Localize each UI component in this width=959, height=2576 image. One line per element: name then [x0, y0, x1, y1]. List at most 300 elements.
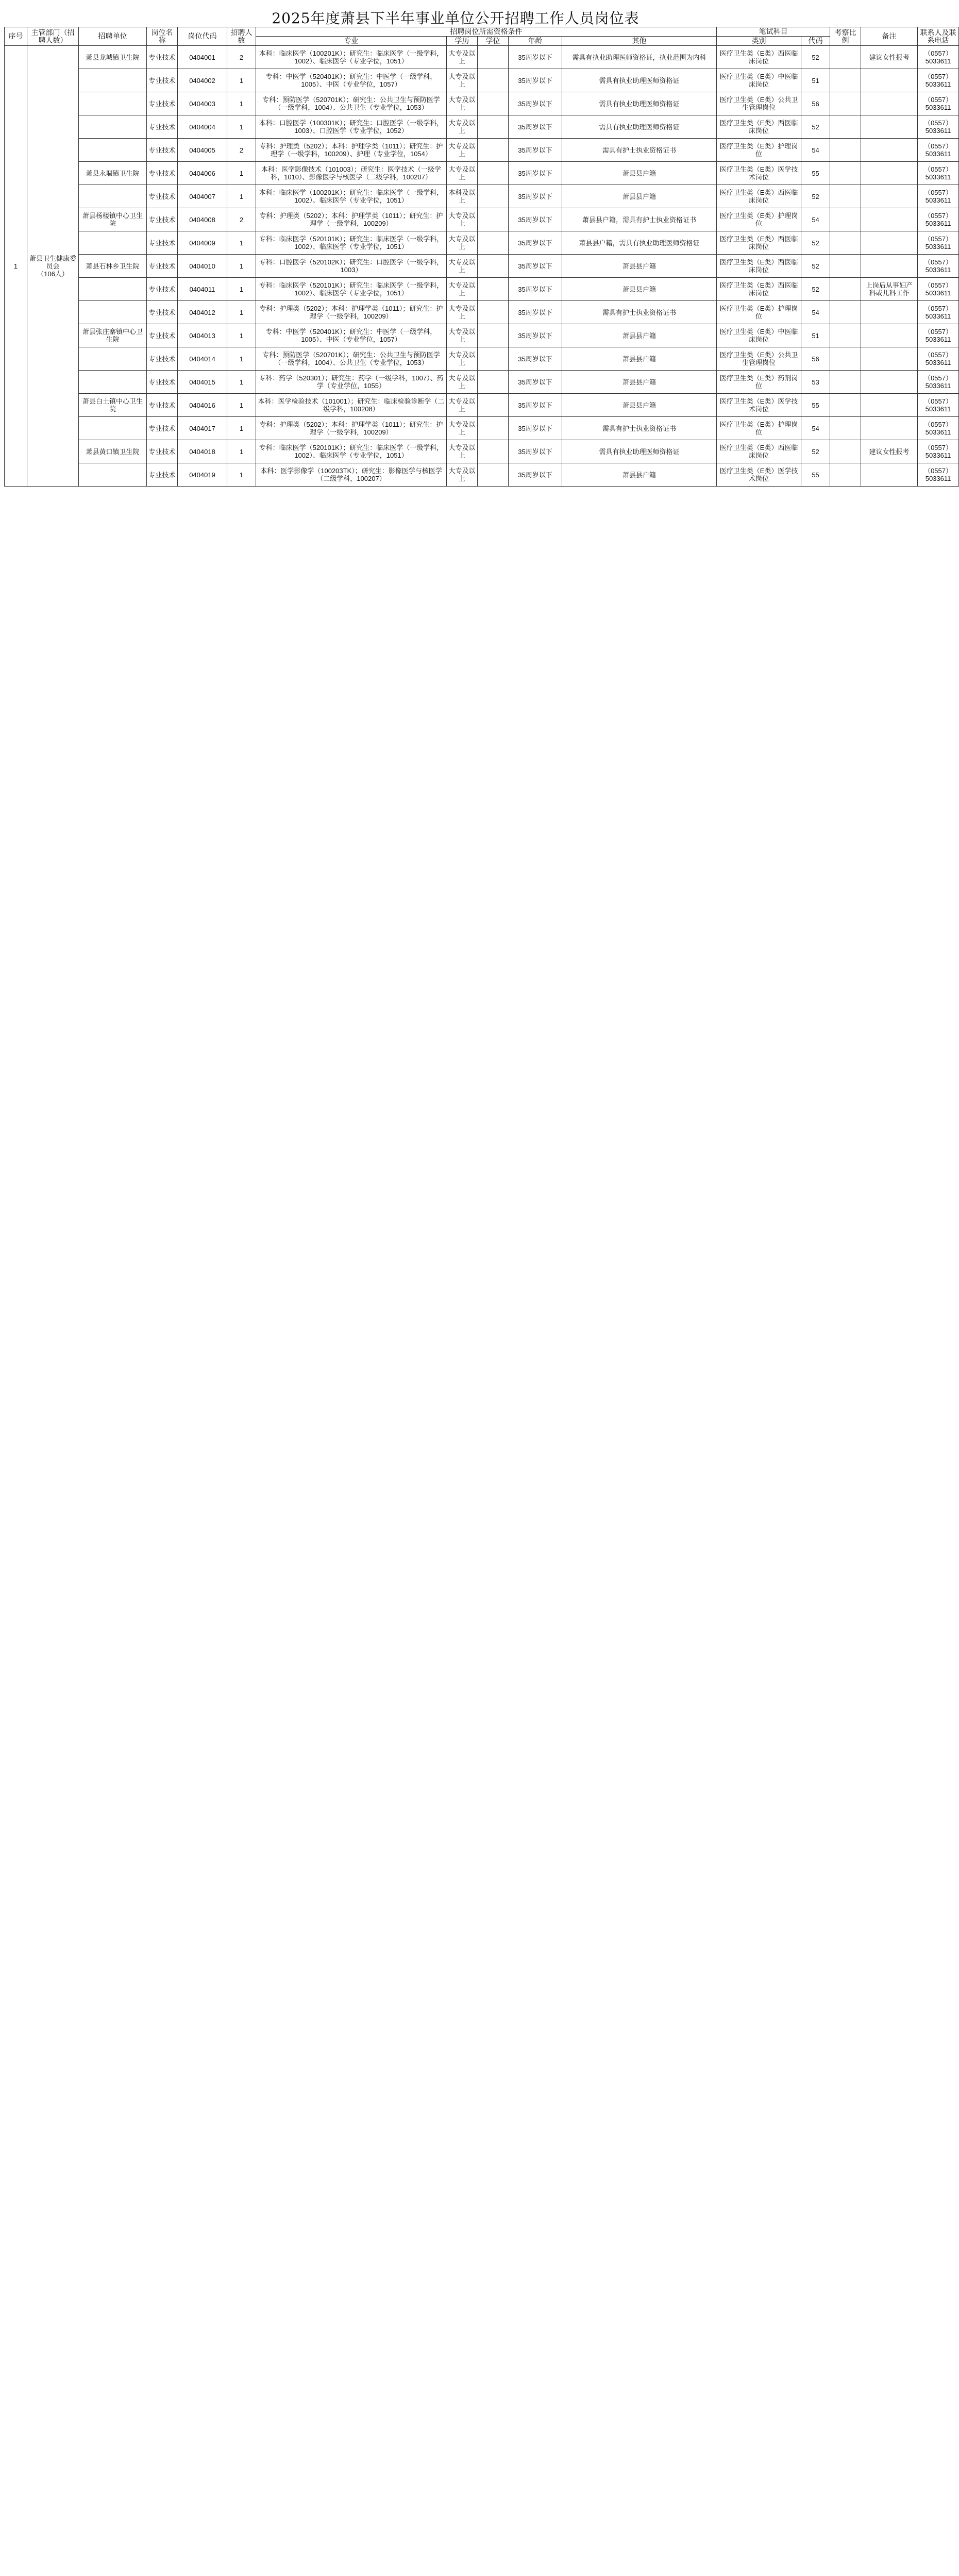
row-edu: 大专及以上	[447, 463, 478, 487]
row-count: 2	[227, 139, 256, 162]
row-other: 萧县县户籍	[562, 185, 717, 208]
row-code: 0404006	[178, 162, 227, 185]
row-phone: （0557）5033611	[918, 440, 959, 463]
table-row	[5, 440, 959, 463]
row-edu: 大专及以上	[447, 46, 478, 69]
table-row	[5, 417, 959, 440]
table-row	[5, 185, 959, 208]
row-post: 专业技术	[147, 92, 178, 115]
row-major: 专科：中医学（520401K）；研究生：中医学（一级学科，1005）、中医（专业学位，1057）	[256, 324, 447, 347]
row-phone: （0557）5033611	[918, 347, 959, 371]
job-table	[4, 27, 959, 487]
row-remark	[861, 394, 918, 417]
row-edu: 大专及以上	[447, 92, 478, 115]
row-exam-type: 医疗卫生类（E类）西医临床岗位	[717, 46, 801, 69]
row-ratio	[830, 463, 861, 487]
header-exam-code: 代码	[801, 37, 830, 46]
row-count: 1	[227, 371, 256, 394]
row-degree	[478, 255, 509, 278]
header-phone: 联系人及联系电话	[918, 27, 959, 46]
row-post: 专业技术	[147, 69, 178, 92]
row-major: 专科：临床医学（520101K）；研究生：临床医学（一级学科，1002）、临床医学（专业学位，1051）	[256, 278, 447, 301]
row-phone: （0557）5033611	[918, 139, 959, 162]
row-post: 专业技术	[147, 278, 178, 301]
row-exam-code: 52	[801, 46, 830, 69]
header-ratio: 考察比例	[830, 27, 861, 46]
row-major: 专科：临床医学（520101K）；研究生：临床医学（一级学科，1002）、临床医学（专业学位，1051）	[256, 440, 447, 463]
row-unit	[79, 278, 147, 301]
row-age: 35周岁以下	[509, 371, 562, 394]
row-remark: 上岗后从事妇产科或儿科工作	[861, 278, 918, 301]
row-count: 1	[227, 324, 256, 347]
row-age: 35周岁以下	[509, 440, 562, 463]
row-major: 本科：医学影像学（100203TK）；研究生：影像医学与核医学（二级学科，100207）	[256, 463, 447, 487]
dept-total: （106人）	[37, 270, 69, 278]
row-count: 1	[227, 185, 256, 208]
row-exam-type: 医疗卫生类（E类）药剂岗位	[717, 371, 801, 394]
row-exam-code: 51	[801, 69, 830, 92]
row-edu: 大专及以上	[447, 208, 478, 231]
row-ratio	[830, 69, 861, 92]
row-edu: 大专及以上	[447, 162, 478, 185]
row-other: 萧县县户籍	[562, 347, 717, 371]
header-major: 专业	[256, 37, 447, 46]
row-major: 专科：中医学（520401K）；研究生：中医学（一级学科，1005）、中医（专业学位，1057）	[256, 69, 447, 92]
row-edu: 大专及以上	[447, 69, 478, 92]
row-ratio	[830, 371, 861, 394]
table-row	[5, 278, 959, 301]
row-post: 专业技术	[147, 394, 178, 417]
row-age: 35周岁以下	[509, 255, 562, 278]
row-major: 专科：护理类（5202）；本科：护理学类（1011）；研究生：护理学（一级学科，100209）	[256, 417, 447, 440]
header-exam-type: 类别	[717, 37, 801, 46]
table-row	[5, 255, 959, 278]
row-remark: 建议女性报考	[861, 46, 918, 69]
row-code: 0404003	[178, 92, 227, 115]
row-exam-code: 53	[801, 371, 830, 394]
row-age: 35周岁以下	[509, 208, 562, 231]
header-exam: 笔试科目	[717, 27, 830, 37]
header-count: 招聘人数	[227, 27, 256, 46]
row-degree	[478, 417, 509, 440]
row-degree	[478, 185, 509, 208]
row-other: 需具有护士执业资格证书	[562, 139, 717, 162]
row-ratio	[830, 162, 861, 185]
row-other: 萧县县户籍	[562, 278, 717, 301]
row-major: 专科：预防医学（520701K）；研究生：公共卫生与预防医学（一级学科，1004）、公共卫生（专业学位，1053）	[256, 92, 447, 115]
row-phone: （0557）5033611	[918, 255, 959, 278]
row-remark	[861, 92, 918, 115]
row-age: 35周岁以下	[509, 278, 562, 301]
row-count: 1	[227, 394, 256, 417]
row-ratio	[830, 394, 861, 417]
row-code: 0404009	[178, 231, 227, 255]
row-remark	[861, 162, 918, 185]
header-conditions: 招聘岗位所需资格条件	[256, 27, 717, 37]
row-ratio	[830, 440, 861, 463]
row-unit	[79, 115, 147, 139]
row-exam-code: 52	[801, 115, 830, 139]
row-count: 1	[227, 463, 256, 487]
row-edu: 大专及以上	[447, 278, 478, 301]
row-edu: 大专及以上	[447, 440, 478, 463]
row-age: 35周岁以下	[509, 139, 562, 162]
table-row	[5, 231, 959, 255]
row-degree	[478, 301, 509, 324]
table-row	[5, 463, 959, 487]
row-post: 专业技术	[147, 185, 178, 208]
row-remark	[861, 347, 918, 371]
row-post: 专业技术	[147, 46, 178, 69]
row-remark	[861, 139, 918, 162]
row-age: 35周岁以下	[509, 301, 562, 324]
row-exam-type: 医疗卫生类（E类）公共卫生管理岗位	[717, 92, 801, 115]
row-ratio	[830, 92, 861, 115]
row-other: 萧县县户籍	[562, 394, 717, 417]
row-unit	[79, 417, 147, 440]
row-phone: （0557）5033611	[918, 92, 959, 115]
row-exam-type: 医疗卫生类（E类）护理岗位	[717, 139, 801, 162]
row-degree	[478, 371, 509, 394]
row-exam-type: 医疗卫生类（E类）西医临床岗位	[717, 440, 801, 463]
row-exam-code: 55	[801, 162, 830, 185]
row-count: 1	[227, 301, 256, 324]
row-other: 需具有执业助理医师资格证，执业范围为内科	[562, 46, 717, 69]
row-other: 萧县县户籍	[562, 463, 717, 487]
row-post: 专业技术	[147, 115, 178, 139]
row-age: 35周岁以下	[509, 347, 562, 371]
row-age: 35周岁以下	[509, 92, 562, 115]
row-count: 1	[227, 347, 256, 371]
table-row	[5, 46, 959, 69]
row-unit: 萧县杨楼镇中心卫生院	[79, 208, 147, 231]
row-exam-type: 医疗卫生类（E类）西医临床岗位	[717, 255, 801, 278]
row-other: 萧县县户籍，需具有执业助理医师资格证	[562, 231, 717, 255]
row-ratio	[830, 301, 861, 324]
row-edu: 大专及以上	[447, 417, 478, 440]
row-phone: （0557）5033611	[918, 417, 959, 440]
row-post: 专业技术	[147, 324, 178, 347]
row-post: 专业技术	[147, 301, 178, 324]
row-edu: 大专及以上	[447, 324, 478, 347]
row-major: 本科：口腔医学（100301K）；研究生：口腔医学（一级学科，1003）、口腔医学（专业学位，1052）	[256, 115, 447, 139]
row-exam-type: 医疗卫生类（E类）医学技术岗位	[717, 162, 801, 185]
row-count: 1	[227, 92, 256, 115]
row-exam-code: 52	[801, 231, 830, 255]
row-other: 萧县县户籍	[562, 255, 717, 278]
row-age: 35周岁以下	[509, 417, 562, 440]
row-unit	[79, 463, 147, 487]
table-row	[5, 115, 959, 139]
row-exam-type: 医疗卫生类（E类）护理岗位	[717, 208, 801, 231]
row-remark	[861, 417, 918, 440]
row-post: 专业技术	[147, 139, 178, 162]
page-title: 2025年度萧县下半年事业单位公开招聘工作人员岗位表	[272, 10, 640, 27]
row-major: 本科：医学检验技术（101001）；研究生：临床检验诊断学（二级学科，100208）	[256, 394, 447, 417]
row-exam-type: 医疗卫生类（E类）公共卫生管理岗位	[717, 347, 801, 371]
row-code: 0404015	[178, 371, 227, 394]
row-age: 35周岁以下	[509, 324, 562, 347]
row-major: 专科：护理类（5202）；本科：护理学类（1011）；研究生：护理学（一级学科，100209）、护理（专业学位，1054）	[256, 139, 447, 162]
row-exam-type: 医疗卫生类（E类）护理岗位	[717, 417, 801, 440]
row-major: 本科：临床医学（100201K）；研究生：临床医学（一级学科，1002）、临床医学（专业学位，1051）	[256, 185, 447, 208]
row-code: 0404016	[178, 394, 227, 417]
row-edu: 本科及以上	[447, 185, 478, 208]
row-degree	[478, 139, 509, 162]
row-count: 1	[227, 440, 256, 463]
row-exam-code: 55	[801, 463, 830, 487]
row-code: 0404012	[178, 301, 227, 324]
row-remark	[861, 371, 918, 394]
row-major: 专科：药学（520301）；研究生：药学（一级学科，1007）、药学（专业学位，1055）	[256, 371, 447, 394]
row-other: 需具有护士执业资格证书	[562, 417, 717, 440]
row-exam-type: 医疗卫生类（E类）医学技术岗位	[717, 463, 801, 487]
row-exam-type: 医疗卫生类（E类）中医临床岗位	[717, 324, 801, 347]
row-code: 0404005	[178, 139, 227, 162]
row-ratio	[830, 324, 861, 347]
row-degree	[478, 231, 509, 255]
row-post: 专业技术	[147, 417, 178, 440]
row-phone: （0557）5033611	[918, 394, 959, 417]
row-edu: 大专及以上	[447, 301, 478, 324]
row-exam-code: 54	[801, 139, 830, 162]
row-unit: 萧县张庄寨镇中心卫生院	[79, 324, 147, 347]
header-remark: 备注	[861, 27, 918, 46]
row-remark	[861, 255, 918, 278]
row-exam-code: 52	[801, 278, 830, 301]
header-edu: 学历	[447, 37, 478, 46]
row-major: 专科：口腔医学（520102K）；研究生：口腔医学（一级学科，1003）	[256, 255, 447, 278]
row-ratio	[830, 46, 861, 69]
row-seq: 1	[5, 46, 27, 487]
row-exam-type: 医疗卫生类（E类）西医临床岗位	[717, 185, 801, 208]
row-remark	[861, 208, 918, 231]
row-edu: 大专及以上	[447, 115, 478, 139]
table-row	[5, 347, 959, 371]
row-unit	[79, 371, 147, 394]
table-row	[5, 139, 959, 162]
row-phone: （0557）5033611	[918, 185, 959, 208]
row-phone: （0557）5033611	[918, 278, 959, 301]
row-age: 35周岁以下	[509, 185, 562, 208]
row-major: 专科：临床医学（520101K）；研究生：临床医学（一级学科，1002）、临床医学（专业学位，1051）	[256, 231, 447, 255]
row-other: 萧县县户籍	[562, 324, 717, 347]
row-post: 专业技术	[147, 440, 178, 463]
row-exam-type: 医疗卫生类（E类）中医临床岗位	[717, 69, 801, 92]
row-ratio	[830, 417, 861, 440]
row-ratio	[830, 347, 861, 371]
row-unit	[79, 69, 147, 92]
row-phone: （0557）5033611	[918, 371, 959, 394]
row-unit	[79, 301, 147, 324]
row-degree	[478, 440, 509, 463]
row-exam-code: 54	[801, 301, 830, 324]
row-code: 0404018	[178, 440, 227, 463]
row-exam-type: 医疗卫生类（E类）医学技术岗位	[717, 394, 801, 417]
row-count: 2	[227, 46, 256, 69]
row-unit	[79, 139, 147, 162]
row-unit	[79, 347, 147, 371]
row-phone: （0557）5033611	[918, 301, 959, 324]
row-unit	[79, 92, 147, 115]
header-degree: 学位	[478, 37, 509, 46]
row-other: 萧县县户籍，需具有护士执业资格证书	[562, 208, 717, 231]
row-dept	[27, 46, 79, 487]
row-unit	[79, 185, 147, 208]
row-age: 35周岁以下	[509, 69, 562, 92]
row-remark	[861, 115, 918, 139]
row-phone: （0557）5033611	[918, 231, 959, 255]
dept-name: 萧县卫生健康委员会	[29, 254, 76, 270]
row-exam-code: 52	[801, 185, 830, 208]
row-phone: （0557）5033611	[918, 208, 959, 231]
row-other: 需具有护士执业资格证书	[562, 301, 717, 324]
header-age: 年龄	[509, 37, 562, 46]
table-row	[5, 324, 959, 347]
row-age: 35周岁以下	[509, 46, 562, 69]
row-exam-code: 56	[801, 92, 830, 115]
row-edu: 大专及以上	[447, 231, 478, 255]
row-code: 0404014	[178, 347, 227, 371]
row-post: 专业技术	[147, 162, 178, 185]
row-major: 本科：临床医学（100201K）；研究生：临床医学（一级学科，1002）、临床医学（专业学位，1051）	[256, 46, 447, 69]
row-phone: （0557）5033611	[918, 69, 959, 92]
row-age: 35周岁以下	[509, 162, 562, 185]
row-remark	[861, 324, 918, 347]
row-ratio	[830, 278, 861, 301]
row-post: 专业技术	[147, 255, 178, 278]
row-exam-code: 52	[801, 440, 830, 463]
row-code: 0404013	[178, 324, 227, 347]
table-row	[5, 69, 959, 92]
table-row	[5, 301, 959, 324]
table-row	[5, 371, 959, 394]
row-degree	[478, 46, 509, 69]
row-other: 需具有执业助理医师资格证	[562, 69, 717, 92]
row-count: 1	[227, 231, 256, 255]
row-count: 1	[227, 69, 256, 92]
table-row	[5, 92, 959, 115]
header-seq: 序号	[5, 27, 27, 46]
row-phone: （0557）5033611	[918, 115, 959, 139]
row-phone: （0557）5033611	[918, 46, 959, 69]
row-major: 专科：预防医学（520701K）；研究生：公共卫生与预防医学（一级学科，1004）、公共卫生（专业学位，1053）	[256, 347, 447, 371]
row-phone: （0557）5033611	[918, 324, 959, 347]
row-exam-code: 54	[801, 208, 830, 231]
table-row	[5, 162, 959, 185]
row-unit	[79, 231, 147, 255]
row-ratio	[830, 115, 861, 139]
row-code: 0404007	[178, 185, 227, 208]
row-remark	[861, 185, 918, 208]
row-degree	[478, 162, 509, 185]
row-post: 专业技术	[147, 463, 178, 487]
row-code: 0404008	[178, 208, 227, 231]
row-degree	[478, 463, 509, 487]
row-age: 35周岁以下	[509, 115, 562, 139]
row-code: 0404001	[178, 46, 227, 69]
header-dept: 主管部门（招聘人数）	[27, 27, 79, 46]
row-unit: 萧县黄口镇卫生院	[79, 440, 147, 463]
row-degree	[478, 92, 509, 115]
row-ratio	[830, 185, 861, 208]
row-count: 1	[227, 115, 256, 139]
row-degree	[478, 394, 509, 417]
row-remark	[861, 301, 918, 324]
row-other: 需具有执业助理医师资格证	[562, 92, 717, 115]
row-remark	[861, 463, 918, 487]
row-exam-code: 54	[801, 417, 830, 440]
row-ratio	[830, 208, 861, 231]
table-row	[5, 208, 959, 231]
row-exam-code: 55	[801, 394, 830, 417]
row-code: 0404011	[178, 278, 227, 301]
row-other: 需具有执业助理医师资格证	[562, 440, 717, 463]
row-edu: 大专及以上	[447, 139, 478, 162]
header-unit: 招聘单位	[79, 27, 147, 46]
row-degree	[478, 324, 509, 347]
row-other: 需具有执业助理医师资格证	[562, 115, 717, 139]
row-age: 35周岁以下	[509, 231, 562, 255]
row-degree	[478, 347, 509, 371]
header-post-name: 岗位名称	[147, 27, 178, 46]
row-degree	[478, 278, 509, 301]
row-code: 0404019	[178, 463, 227, 487]
header-post-code: 岗位代码	[178, 27, 227, 46]
row-major: 本科：医学影像技术（101003）；研究生：医学技术（一级学科，1010）、影像医学与核医学（二级学科，100207）	[256, 162, 447, 185]
row-major: 专科：护理类（5202）；本科：护理学类（1011）；研究生：护理学（一级学科，100209）	[256, 208, 447, 231]
row-post: 专业技术	[147, 347, 178, 371]
row-degree	[478, 208, 509, 231]
row-post: 专业技术	[147, 371, 178, 394]
row-exam-type: 医疗卫生类（E类）西医临床岗位	[717, 278, 801, 301]
row-exam-code: 56	[801, 347, 830, 371]
row-ratio	[830, 139, 861, 162]
row-unit: 萧县白土镇中心卫生院	[79, 394, 147, 417]
row-remark	[861, 231, 918, 255]
row-count: 2	[227, 208, 256, 231]
row-exam-type: 医疗卫生类（E类）西医临床岗位	[717, 115, 801, 139]
row-unit: 萧县石林乡卫生院	[79, 255, 147, 278]
row-code: 0404002	[178, 69, 227, 92]
row-remark: 建议女性报考	[861, 440, 918, 463]
row-edu: 大专及以上	[447, 255, 478, 278]
row-code: 0404004	[178, 115, 227, 139]
row-edu: 大专及以上	[447, 394, 478, 417]
row-exam-code: 51	[801, 324, 830, 347]
row-remark	[861, 69, 918, 92]
header-other: 其他	[562, 37, 717, 46]
row-code: 0404017	[178, 417, 227, 440]
table-row	[5, 394, 959, 417]
row-age: 35周岁以下	[509, 463, 562, 487]
row-count: 1	[227, 278, 256, 301]
row-other: 萧县县户籍	[562, 371, 717, 394]
row-code: 0404010	[178, 255, 227, 278]
row-phone: （0557）5033611	[918, 162, 959, 185]
row-count: 1	[227, 417, 256, 440]
row-exam-type: 医疗卫生类（E类）护理岗位	[717, 301, 801, 324]
row-age: 35周岁以下	[509, 394, 562, 417]
row-unit: 萧县永堌镇卫生院	[79, 162, 147, 185]
row-post: 专业技术	[147, 231, 178, 255]
row-edu: 大专及以上	[447, 347, 478, 371]
row-other: 萧县县户籍	[562, 162, 717, 185]
row-exam-type: 医疗卫生类（E类）西医临床岗位	[717, 231, 801, 255]
row-degree	[478, 115, 509, 139]
row-unit: 萧县龙城镇卫生院	[79, 46, 147, 69]
row-count: 1	[227, 255, 256, 278]
